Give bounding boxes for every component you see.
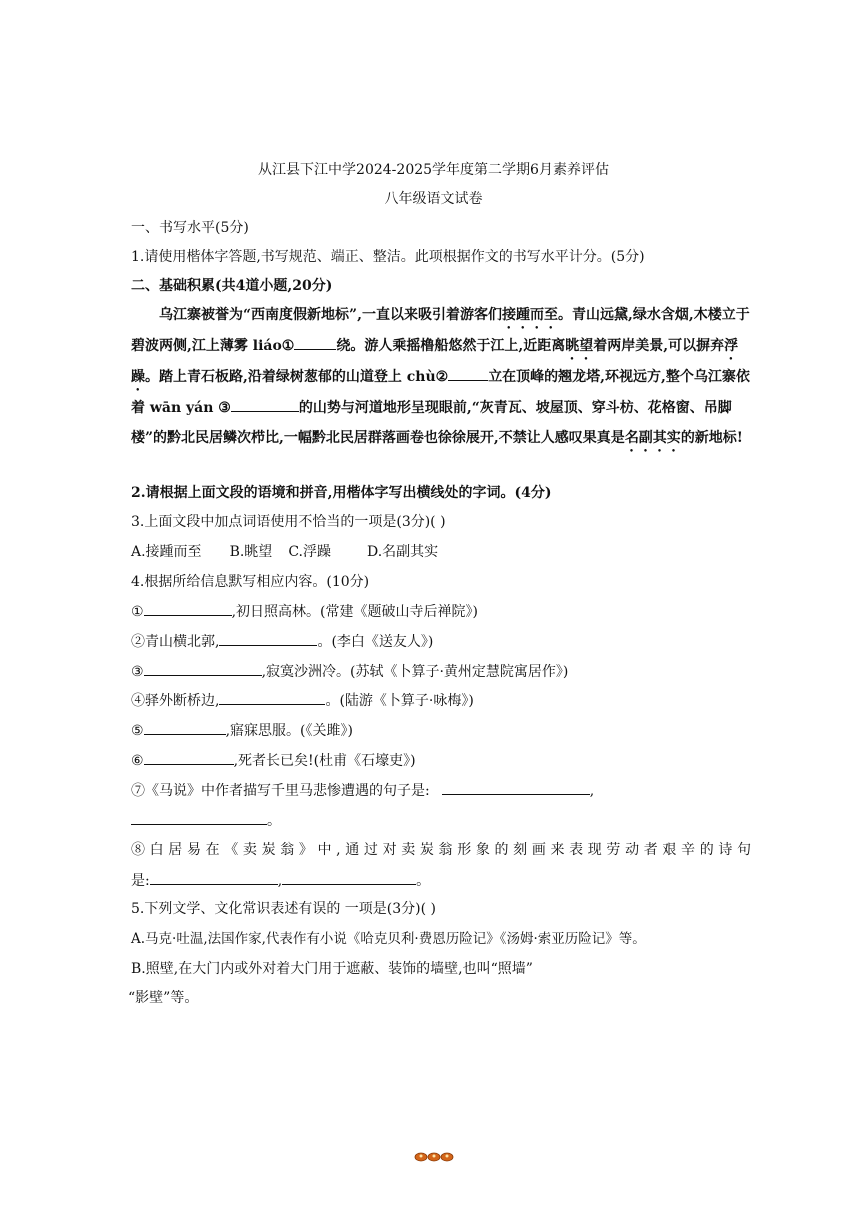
item-text: , (589, 783, 595, 799)
question-5-option-b: B.照壁,在大门内或外对着大门用于遮蔽、装饰的墙壁,也叫“照墙” (131, 961, 533, 977)
section2-heading: 二、基础积累(共4道小题,20分) (131, 278, 333, 294)
answer-blank-2[interactable] (448, 366, 488, 381)
dotted-word-4: 名副其实 (624, 429, 681, 446)
item-number: ① (131, 604, 144, 620)
item-text: ,寂寞沙洲冷。(苏轼《卜算子·黄州定慧院寓居作》) (261, 664, 569, 680)
dotted-word-2: 眺望 (565, 338, 594, 354)
item-number: ③ (131, 664, 144, 680)
passage-text: 。踏上青石板路,沿着绿树葱郁的山道登上 chù② (145, 369, 449, 385)
option-b: B.眺望 (229, 544, 273, 560)
passage-text: 的新地标! (680, 429, 743, 446)
page-subtitle: 八年级语文试卷 (384, 191, 483, 207)
item-text: 。 (267, 813, 281, 829)
question-1: 1.请使用楷体字答题,书写规范、端正、整洁。此项根据作文的书写水平计分。(5分) (131, 249, 645, 265)
option-c: C.浮躁 (288, 544, 331, 560)
recitation-item-8: ⑧白居易在《卖炭翁》中,通过对卖炭翁形象的刻画来表现劳动者艰辛的诗句 (131, 842, 751, 858)
answer-blank[interactable] (282, 870, 416, 885)
page-title: 从江县下江中学2024-2025学年度第二学期6月素养评估 (258, 162, 609, 178)
option-a: A.接踵而至 (131, 544, 202, 560)
recitation-item-7-cont (131, 810, 281, 831)
item-text: ,寤寐思服。(《关雎》) (225, 723, 353, 739)
item-text: ⑦《马说》中作者描写千里马悲惨遭遇的句子是: (131, 783, 430, 799)
question-2: 2.请根据上面文段的语境和拼音,用楷体字写出横线处的字词。(4分) (131, 485, 552, 501)
passage-text: 着两岸美景,可以摒弃 (593, 338, 725, 354)
recitation-item-5 (131, 720, 353, 741)
question-3: 3.上面文段中加点词语使用不恰当的一项是(3分)( ) (131, 514, 446, 530)
answer-blank[interactable] (219, 690, 325, 705)
passage-text: 立在顶峰的翘龙塔,环视远方,整个乌江寨依着 wān yán ③ (131, 369, 750, 416)
dotted-word-3: 浮躁 (131, 338, 739, 385)
answer-blank[interactable] (150, 870, 278, 885)
recitation-item-8-cont (131, 870, 430, 891)
recitation-item-1 (131, 601, 478, 622)
reading-passage (131, 301, 751, 455)
answer-blank-3[interactable] (231, 397, 299, 412)
item-text: ,初日照高林。(常建《题破山寺后禅院》) (231, 604, 478, 620)
answer-blank[interactable] (144, 661, 262, 676)
passage-text: 的山势与河道地形呈现眼前,“灰青瓦、坡屋顶、穿斗枋、花格窗、吊脚楼”的黔北民居鳞次栉比,一幅黔北民居群落画卷也徐徐展开,不禁让人感叹果真是 (131, 400, 732, 446)
dotted-word-1: 接踵而至 (501, 307, 558, 323)
answer-blank[interactable] (219, 631, 317, 646)
passage-text: 。青山远黛,绿水含烟,木楼立于碧波两侧,江上薄雾 liáo① (131, 307, 750, 354)
question-3-options (131, 542, 438, 562)
recitation-item-3 (131, 661, 568, 682)
question-4: 4.根据所给信息默写相应内容。(10分) (131, 574, 370, 590)
passage-text: 乌江寨被誉为“西南度假新地标”,一直以来吸引着游客们 (159, 307, 502, 323)
passage-text: 绕。游人乘摇橹船悠然于江上,近距离 (336, 338, 566, 354)
answer-blank[interactable] (131, 810, 267, 825)
answer-blank[interactable] (442, 780, 590, 795)
question-5-option-b-cont: “影壁”等。 (128, 990, 199, 1006)
option-d: D.名副其实 (366, 544, 439, 560)
question-5-option-a: A.马克·吐温,法国作家,代表作有小说《哈克贝利·费恩历险记》《汤姆·索亚历险记》等。 (131, 931, 646, 947)
item-text: , (277, 873, 283, 889)
recitation-item-6 (131, 750, 416, 771)
answer-blank-1[interactable] (294, 335, 336, 350)
recitation-item-7 (131, 780, 594, 801)
item-number: ⑤ (131, 723, 144, 739)
recitation-item-2 (131, 631, 433, 652)
section1-heading: 一、书写水平(5分) (131, 220, 249, 236)
answer-blank[interactable] (144, 601, 232, 616)
item-text: ,死者长已矣!(杜甫《石壕吏》) (233, 753, 416, 769)
item-text: 。(李白《送友人》) (317, 634, 434, 650)
item-text: ②青山横北郭, (131, 634, 220, 650)
answer-blank[interactable] (144, 750, 234, 765)
item-text: 。 (416, 873, 431, 889)
answer-blank[interactable] (144, 720, 226, 735)
item-number: ⑥ (131, 753, 144, 769)
question-5: 5.下列文学、文化常识表述有误的 一项是(3分)( ) (131, 901, 437, 917)
decorative-logo-icon (414, 1150, 454, 1164)
recitation-item-4 (131, 690, 474, 711)
item-text: 是: (131, 873, 150, 889)
item-text: ④驿外断桥边, (131, 693, 220, 709)
item-text: 。(陆游《卜算子·咏梅》) (325, 693, 474, 709)
